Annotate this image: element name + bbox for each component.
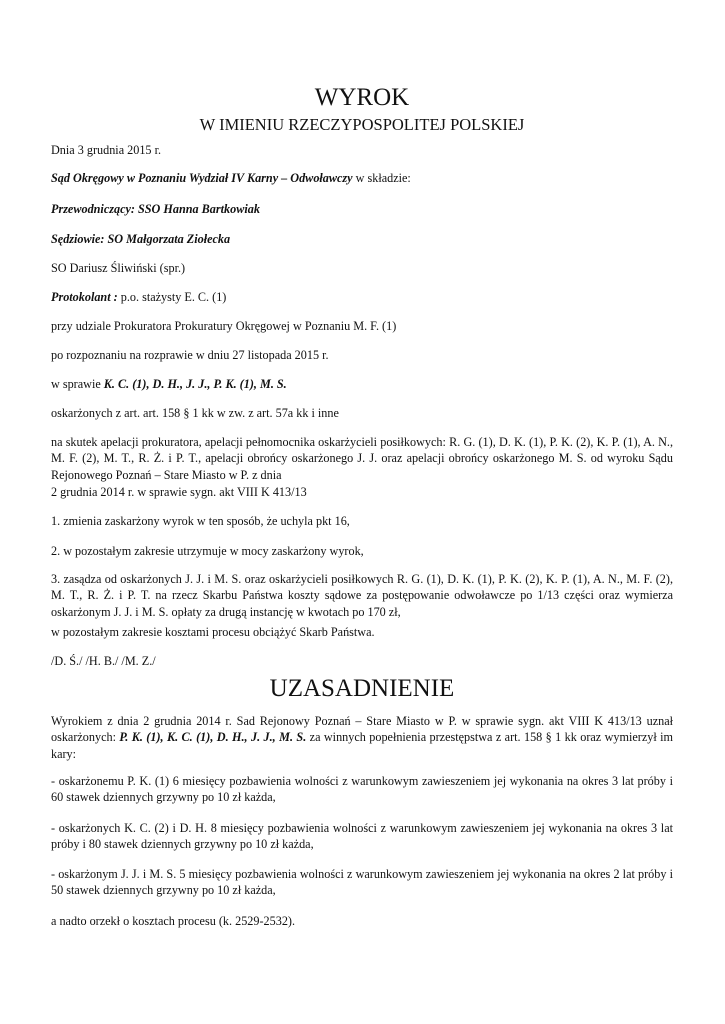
sentence-1: - oskarżonemu P. K. (1) 6 miesięcy pozbawienia wolności z warunkowym zawieszeniem jej wykonania na okres 3 lat próby i 60 stawek dziennych grzywny po 10 zł każda, [51,774,673,805]
charges-line: oskarżonych z art. art. 158 § 1 kk w zw. z art. 57a kk i inne [51,406,339,420]
case-prefix: w sprawie [51,377,104,391]
justification-defendants: P. K. (1), K. C. (1), D. H., J. J., M. S. [119,730,307,745]
presiding-judge: Przewodniczący: SSO Hanna Bartkowiak [51,202,260,216]
clerk-line [51,289,673,305]
prosecutor-line: przy udziale Prokuratora Prokuratury Okręgowej w Poznaniu M. F. (1) [51,319,397,333]
sentence-2: - oskarżonych K. C. (2) i D. H. 8 miesięcy pozbawienia wolności z warunkowym zawieszeniem jej wykonania na okres 3 lat próby i 80 stawek dziennych grzywny po 10 zł każda, [51,821,673,852]
appeal-paragraph: na skutek apelacji prokuratora, apelacji pełnomocnika oskarżycieli posiłkowych: R. G. (1), D. K. (1), P. K. (2), K. P. (1), A. N., M. F. (2), M. T., R. Ż. i P. T., apelacji obrońcy oskarżonego J. J. oraz apelacji obrońcy oskarżonego M. S. od wyroku Sądu Rejonowego Poznań – Stare Miasto w P. z dnia [51,435,673,482]
justification-paragraph-1 [51,713,673,762]
ruling-item-3: 3. zasądza od oskarżonych J. J. i M. S. oraz oskarżycieli posiłkowych R. G. (1), D. K. (1), P. K. (2), K. P. (1), A. N., M. F. (2), M. T., R. Ż. i P. T. na rzecz Skarbu Państwa koszty sądowe za postępowanie odwoławcze po 1/13 części oraz wymierza oskarżonym J. J. i M. S. opłaty za drugą instancję w kwotach po 170 zł, [51,572,673,619]
judge-rapporteur: SO Dariusz Śliwiński (spr.) [51,261,186,275]
clerk-value: p.o. stażysty E. C. (1) [117,290,227,304]
court-name: Sąd Okręgowy w Poznaniu Wydział IV Karny – Odwoławczy [51,171,353,185]
justification-outro: za winnych popełnienia przestępstwa z art. 158 § 1 kk oraz wymierzył im kary: [51,730,674,761]
costs-line: a nadto orzekł o kosztach procesu (k. 2529-2532). [51,914,296,928]
document-subtitle: W IMIENIU RZECZYPOSPOLITEJ POLSKIEJ [199,115,525,134]
court-suffix: w składzie: [352,171,411,185]
ruling-item-3-costs: w pozostałym zakresie kosztami procesu obciążyć Skarb Państwa. [51,625,375,639]
appeal-judgment-ref: 2 grudnia 2014 r. w sprawie sygn. akt VIII K 413/13 [51,485,307,499]
judgment-date: Dnia 3 grudnia 2015 r. [51,143,162,157]
case-line [51,376,673,392]
justification-title: UZASADNIENIE [269,675,455,702]
clerk-label: Protokolant : [51,290,118,304]
document-title: WYROK [314,84,410,111]
signatures: /D. Ś./ /H. B./ /M. Z./ [51,654,156,668]
hearing-line: po rozpoznaniu na rozprawie w dniu 27 listopada 2015 r. [51,348,329,362]
court-line [51,170,673,186]
case-defendants: K. C. (1), D. H., J. J., P. K. (1), M. S. [103,377,287,391]
ruling-item-2: 2. w pozostałym zakresie utrzymuje w mocy zaskarżony wyrok, [51,544,364,558]
judges-line: Sędziowie: SO Małgorzata Ziołecka [51,232,231,246]
justification-intro: Wyrokiem z dnia 2 grudnia 2014 r. Sad Rejonowy Poznań – Stare Miasto w P. w sprawie sygn. akt VIII K 413/13 uznał oskarżonych: [51,714,673,745]
ruling-item-1: 1. zmienia zaskarżony wyrok w ten sposób, że uchyla pkt 16, [51,514,350,528]
sentence-3: - oskarżonym J. J. i M. S. 5 miesięcy pozbawienia wolności z warunkowym zawieszeniem jej wykonania na okres 2 lat próby i 50 stawek dziennych grzywny po 10 zł każda, [51,867,673,898]
